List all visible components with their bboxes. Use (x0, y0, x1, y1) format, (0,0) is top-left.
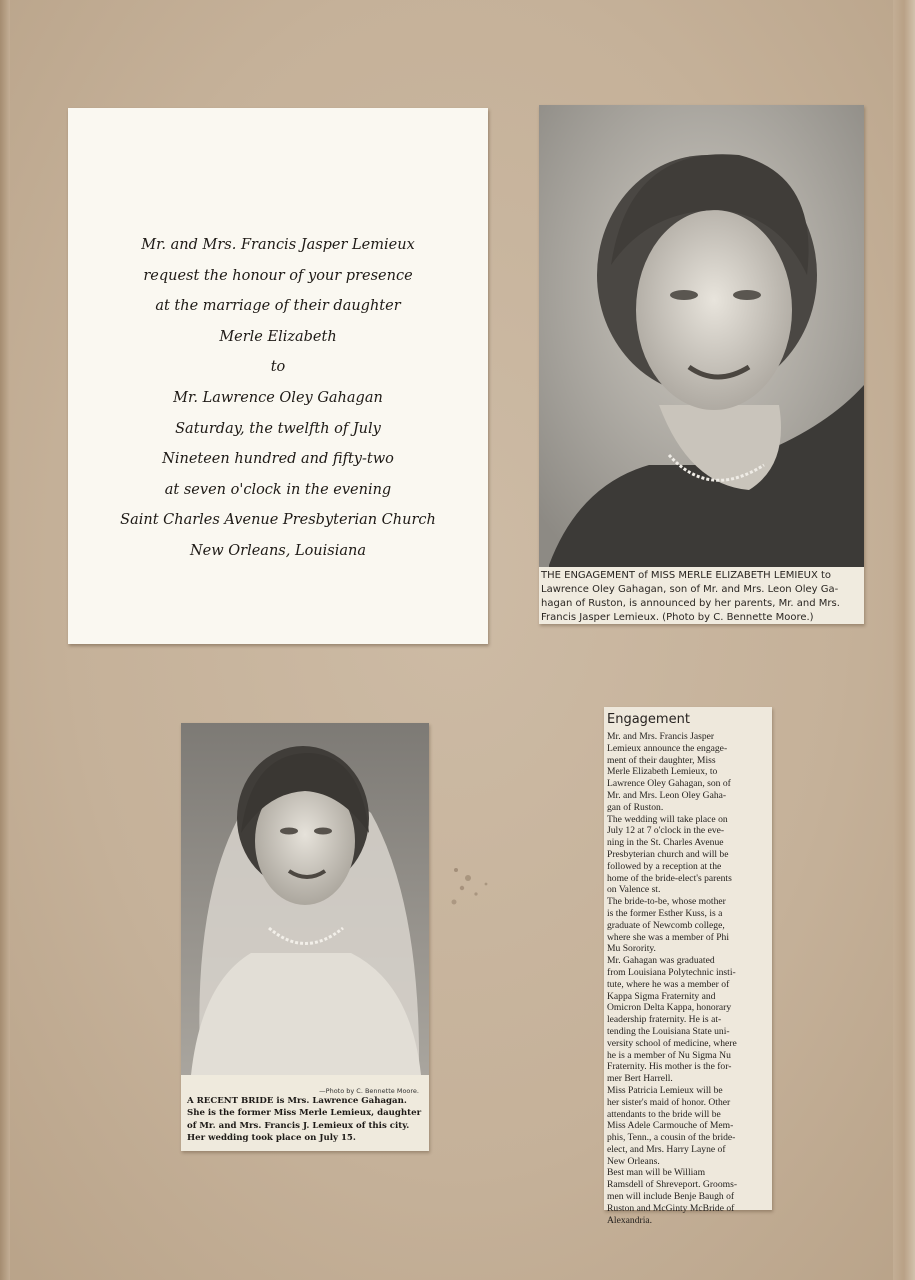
article-line: tending the Louisiana State uni- (607, 1025, 730, 1037)
invitation-line-request: request the honour of your presence (143, 267, 413, 284)
engagement-portrait-photo (539, 105, 864, 567)
article-line: elect, and Mrs. Harry Layne of (607, 1143, 726, 1155)
article-line: men will include Benje Baugh of (607, 1191, 735, 1203)
article-line: New Orleans. (607, 1155, 660, 1167)
article-line: The bride-to-be, whose mother (607, 896, 726, 908)
article-line: Lawrence Oley Gahagan, son of (607, 778, 731, 790)
caption-line: Her wedding took place on July 15. (187, 1133, 356, 1144)
article-line: graduate of Newcomb college, (607, 919, 725, 931)
article-line: Presbyterian church and will be (607, 848, 729, 860)
article-line: The wedding will take place on (607, 813, 728, 825)
invitation-line-time: at seven o'clock in the evening (164, 481, 392, 498)
article-line: is the former Esther Kuss, is a (607, 907, 723, 919)
article-line: attendants to the bride will be (607, 1108, 721, 1120)
invitation-line-city: New Orleans, Louisiana (189, 542, 366, 559)
article-line: Miss Patricia Lemieux will be (607, 1084, 723, 1096)
article-line: Mu Sorority. (607, 943, 656, 955)
invitation-line-marriage: at the marriage of their daughter (155, 298, 401, 315)
article-line: Fraternity. His mother is the for- (607, 1061, 732, 1073)
article-line: Mr. Gahagan was graduated (607, 955, 715, 967)
article-line: mer Bert Harrell. (607, 1073, 673, 1085)
article-line: ning in the St. Charles Avenue (607, 837, 724, 849)
article-line: Lemieux announce the engage- (607, 742, 728, 754)
invitation-line-date: Saturday, the twelfth of July (175, 420, 381, 437)
invitation-text (68, 230, 488, 567)
article-heading: Engagement (607, 712, 690, 727)
article-line: Ruston and McGinty McBride of (607, 1202, 735, 1214)
article-line: from Louisiana Polytechnic insti- (607, 966, 736, 978)
article-line: on Valence st. (607, 884, 661, 896)
paper-smudge (436, 858, 506, 918)
article-line: versity school of medicine, where (607, 1037, 737, 1049)
bride-photo-credit: —Photo by C. Bennette Moore. (319, 1087, 419, 1095)
article-line: Kappa Sigma Fraternity and (607, 990, 716, 1002)
article-line: Alexandria. (607, 1214, 653, 1226)
bride-photo-clipping (181, 723, 429, 1151)
article-line: Miss Adele Carmouche of Mem- (607, 1120, 734, 1132)
caption-line: THE ENGAGEMENT of MISS MERLE ELIZABETH LEMIEUX to (541, 570, 832, 581)
caption-line: Francis Jasper Lemieux. (Photo by C. Bennette Moore.) (541, 612, 814, 623)
article-line: Best man will be William (607, 1167, 706, 1179)
invitation-line-hosts: Mr. and Mrs. Francis Jasper Lemieux (141, 237, 415, 253)
article-line: ment of their daughter, Miss (607, 754, 716, 766)
article-line: Omicron Delta Kappa, honorary (607, 1002, 732, 1014)
album-page-edge (893, 0, 915, 1280)
article-line: where she was a member of Phi (607, 931, 730, 943)
caption-line: Lawrence Oley Gahagan, son of Mr. and Mrs. Leon Oley Ga- (541, 584, 839, 595)
wedding-invitation-card (68, 108, 488, 644)
invitation-line-year: Nineteen hundred and fifty-two (162, 451, 394, 468)
article-line: Mr. and Mrs. Leon Oley Gaha- (607, 789, 727, 801)
article-line: Ramsdell of Shreveport. Grooms- (607, 1179, 738, 1191)
invitation-line-bride: Merle Elizabeth (219, 328, 337, 345)
article-line: Merle Elizabeth Lemieux, to (607, 766, 718, 778)
article-line: gan of Ruston. (607, 801, 664, 813)
invitation-line-groom: Mr. Lawrence Oley Gahagan (173, 389, 383, 406)
engagement-portrait-caption (541, 569, 862, 625)
article-line: tute, where he was a member of (607, 978, 730, 990)
bride-caption (187, 1095, 425, 1145)
invitation-line-to: to (270, 359, 286, 376)
article-line: followed by a reception at the (607, 860, 722, 872)
caption-line: She is the former Miss Merle Lemieux, daughter (187, 1108, 422, 1119)
album-binding-edge (0, 0, 10, 1280)
article-body (607, 731, 769, 1226)
caption-line: hagan of Ruston, is announced by her parents, Mr. and Mrs. (541, 598, 840, 609)
article-line: July 12 at 7 o'clock in the eve- (607, 825, 725, 837)
article-line: phis, Tenn., a cousin of the bride- (607, 1132, 736, 1144)
bride-photo (181, 723, 429, 1075)
caption-line: A RECENT BRIDE is Mrs. Lawrence Gahagan. (187, 1096, 407, 1106)
engagement-portrait-clipping (539, 105, 864, 624)
article-line: he is a member of Nu Sigma Nu (607, 1049, 731, 1061)
article-line: home of the bride-elect's parents (607, 872, 732, 884)
article-line: Mr. and Mrs. Francis Jasper (607, 731, 715, 742)
engagement-article-clipping (604, 707, 772, 1226)
invitation-line-church: Saint Charles Avenue Presbyterian Church (120, 512, 436, 529)
caption-line: of Mr. and Mrs. Francis J. Lemieux of this city. (187, 1120, 410, 1131)
article-line: her sister's maid of honor. Other (607, 1096, 731, 1108)
article-line: leadership fraternity. He is at- (607, 1014, 722, 1026)
